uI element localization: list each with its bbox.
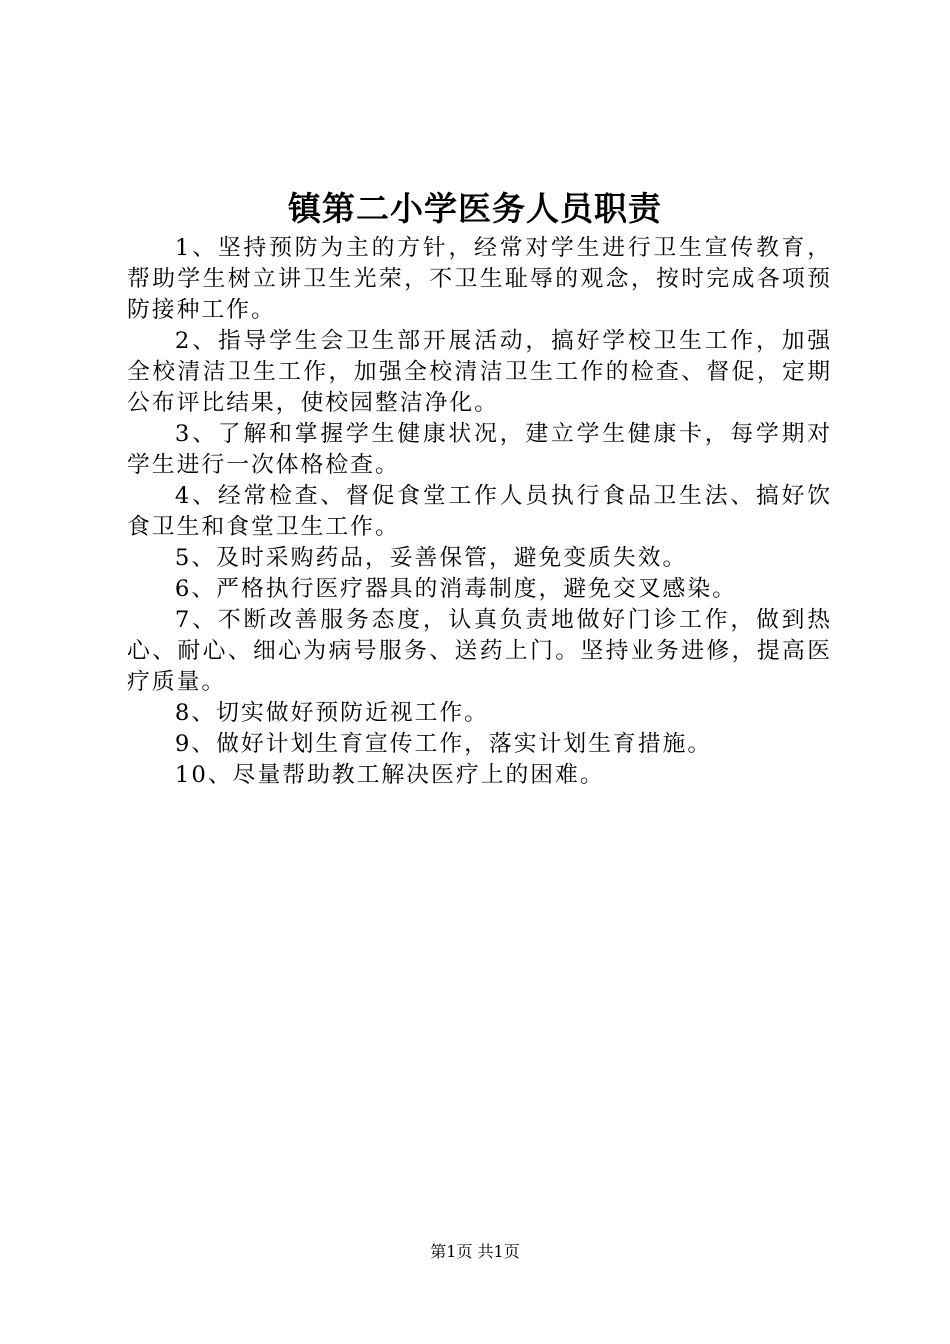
duty-item-10: 10、尽量帮助教工解决医疗上的困难。 <box>174 762 605 788</box>
duty-item-8: 8、切实做好预防近视工作。 <box>174 700 489 726</box>
duty-item-6: 6、严格执行医疗器具的消毒制度，避免交叉感染。 <box>174 576 737 602</box>
document-body <box>127 233 832 791</box>
page-footer: 第1页 共1页 <box>430 1242 520 1261</box>
duty-item-9: 9、做好计划生育宣传工作，落实计划生育措施。 <box>174 731 713 757</box>
document-title: 镇第二小学医务人员职责 <box>288 189 662 228</box>
duty-item-2: 2、指导学生会卫生部开展活动，搞好学校卫生工作，加强全校清洁卫生工作，加强全校清洁卫生工作的检查、督促，定期公布评比结果，使校园整洁净化。 <box>127 328 832 416</box>
duty-item-1: 1、坚持预防为主的方针，经常对学生进行卫生宣传教育，帮助学生树立讲卫生光荣，不卫生耻辱的观念，按时完成各项预防接种工作。 <box>127 235 832 323</box>
duty-item-5: 5、及时采购药品，妥善保管，避免变质失效。 <box>174 545 688 571</box>
duty-item-4: 4、经常检查、督促食堂工作人员执行食品卫生法、搞好饮食卫生和食堂卫生工作。 <box>127 483 832 540</box>
duty-item-7: 7、不断改善服务态度，认真负责地做好门诊工作，做到热心、耐心、细心为病号服务、送药上门。坚持业务进修，提高医疗质量。 <box>127 607 832 695</box>
duty-item-3: 3、了解和掌握学生健康状况，建立学生健康卡，每学期对学生进行一次体格检查。 <box>127 421 832 478</box>
